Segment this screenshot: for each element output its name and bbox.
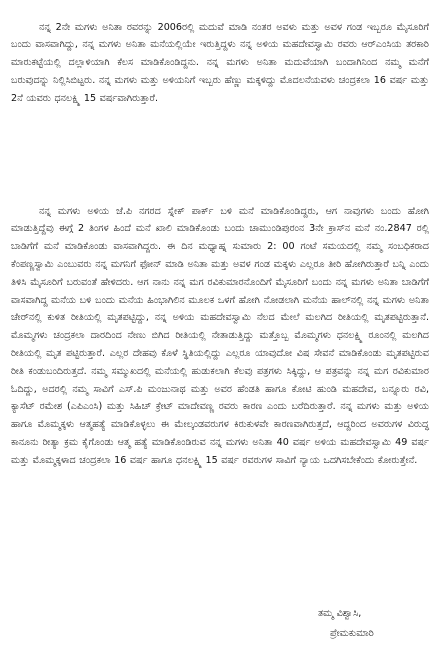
paragraph-2: ನನ್ನ ಮಗಳು ಅಳಿಯ ಜೆ.ಪಿ ನಗರದ ಸ್ನೇಕ್ ಪಾರ್ಕ್ ಬಳಿ ಮನೆ ಮಾಡಿಕೊಂಡಿದ್ದರು, ಆಗ ನಾವುಗಳು ಬಂದು ಹೋಗಿ ಮಾಡುತ್ತಿದ್ದೆವು ಈಗ್ಗೆ 2 ತಿಂಗಳ ಹಿಂದೆ ಮನೆ ಖಾಲಿ ಮಾಡಿಕೊಂಡು ಬಂದು ಚಾಮುಂಡಿಪುರಂನ 3ನೇ ಕ್ರಾಸ್‌ನ ಮನೆ ನಂ.2847 ರಲ್ಲಿ ಬಾಡಿಗೆಗೆ ಮನೆ ಮಾಡಿಕೊಂಡು ವಾಸವಾಗಿದ್ದರು. ಈ ದಿನ ಮಧ್ಯಾಹ್ನ ಸುಮಾರು 2: 00 ಗಂಟೆ ಸಮಯದಲ್ಲಿ ನಮ್ಮ ಸಂಬಧಿಕರಾದ ಕೆಂಪಣ್ಣಸ್ವಾಮಿ ಎಂಬುವರು ನನ್ನ ಮಗನಿಗೆ ಫೋನ್ ಮಾಡಿ ಅನಿತಾ ಮತ್ತು ಅವಳ ಗಂಡ ಮಕ್ಕಳು ಎಲ್ಲರೂ ತೀರಿ ಹೋಗಿರುತ್ತಾರೆ ಬನ್ನಿ ಎಂದು ತಿಳಿಸಿ ಮೈಸೂರಿಗೆ ಬರುವಂತೆ ಹೇಳಿದರು. ಆಗ ನಾನು ನನ್ನ ಮಗ ರವಿಕುಮಾರನೊಂದಿಗೆ ಮೈಸೂರಿಗೆ ಬಂದು ನನ್ನ ಮಗಳು ಅನಿತಾ ಬಾಡಿಗೆಗೆ ವಾಸವಾಗಿದ್ದ ಮನೆಯ ಬಳಿ ಬಂದು ಮನೆಯ ಹಿಂಭಾಗಿಲಿನ ಮೂಲಕ ಒಳಗೆ ಹೋಗಿ ನೋಡಲಾಗಿ ಮನೆಯ ಹಾಲ್‌ನಲ್ಲಿ ನನ್ನ ಮಗಳು ಅನಿತಾ ಚೇರ್‌ನಲ್ಲಿ ಕುಳಿತ ರೀತಿಯಲ್ಲಿ ಮೃತಪಟ್ಟಿದ್ದು, ನನ್ನ ಅಳಿಯ ಮಹದೇವಸ್ವಾಮಿ ನೆಲದ ಮೇಲೆ ಮಲಗಿದ ರೀತಿಯಲ್ಲಿ ಮೃತಪಟ್ಟಿರುತ್ತಾನೆ. ಮೊಮ್ಮಗಳು ಚಂದ್ರಕಲಾ ದಾರದಿಂದ ನೇಣು ಬಿಗಿದ ರೀತಿಯಲ್ಲಿ ನೇತಾಡುತ್ತಿದ್ದು ಮತ್ತೊಬ್ಬ ಮೊಮ್ಮಗಳು ಧನಲಕ್ಷ್ಮಿ ರೂಂನಲ್ಲಿ ಮಲಗಿದ ರೀತಿಯಲ್ಲಿ ಮೃತ ಪಟ್ಟಿರುತ್ತಾರೆ. ಎಲ್ಲರ ದೇಹವು ಕೊಳೆ ಸ್ಥಿತಿಯಲ್ಲಿದ್ದು ಎಲ್ಲರೂ ಯಾವುದೋ ವಿಷ ಸೇವನೆ ಮಾಡಿಕೊಂಡು ಮೃತಪಟ್ಟಿರುವ ರೀತಿ ಕಂಡುಬಂದಿರುತ್ತದೆ. ನಮ್ಮ ಸಮ್ಮುಖದಲ್ಲಿ ಮನೆಯಲ್ಲಿ ಹುಡುಕಲಾಗಿ ಕೆಲವು ಪತ್ರಗಳು ಸಿಕ್ಕಿದ್ದು, ಆ ಪತ್ರವನ್ನು ನನ್ನ ಮಗ ರವಿಕುಮಾರ ಓದಿದ್ದು, ಅದರಲ್ಲಿ ನಮ್ಮ ಸಾವಿಗೆ ಎಸ್.ಪಿ ಮಂಜುನಾಥ ಮತ್ತು ಅವರ ಹೆಂಡತಿ ಹಾಗೂ ಕೋಟಿ ಹುಂಡಿ ಮಹದೇವ, ಬನ್ನೂರು ರವಿ, ಕ್ಯಾಸೆಟ್ ರಮೇಶ (ಎಪಿಎಂಸಿ) ಮತ್ತು ಸಿಹಿಚ್ ಕ್ರೇಟ್ ಮಾದೇವಣ್ಣ ರವರು ಕಾರಣ ಎಂದು ಬರೆದಿರುತ್ತಾರೆ. ನನ್ನ ಮಗಳು ಮತ್ತು ಅಳಿಯ ಹಾಗೂ ಮೊಮ್ಮಕ್ಕಳು ಆತ್ಮಹತ್ಯೆ ಮಾಡಿಕೊಳ್ಳಲು ಈ ಮೇಲ್ಕಂಡವರುಗಳ ಕಿರುಕುಳವೇ ಕಾರಣವಾಗಿರುತ್ತದೆ, ಆದ್ದರಿಂದ ಅವರುಗಳ ವಿರುದ್ಧ ಕಾನೂನು ರೀತ್ಯಾ ಕ್ರಮ ಕೈಗೊಂಡು ಆತ್ಮ ಹತ್ಯೆ ಮಾಡಿಕೊಂಡಿರುವ ನನ್ನ ಮಗಳು ಅನಿತಾ 40 ವರ್ಷ ಅಳಿಯ ಮಹದೇವಸ್ವಾಮಿ 49 ವರ್ಷ ಮತ್ತು ಮೊಮ್ಮಕ್ಕಳಾದ ಚಂದ್ರಕಲಾ 16 ವರ್ಷ ಹಾಗೂ ಧನಲಕ್ಷ್ಮಿ 15 ವರ್ಷ ರವರುಗಳ ಸಾವಿಗೆ ನ್ಯಾಯ ಒದಗಿಸಬೇಕೆಂದು ಕೋರುತ್ತೇನೆ. xyxy=(11,205,429,466)
paragraph-1: ನನ್ನ 2ನೇ ಮಗಳು ಅನಿತಾ ರವರನ್ನು 2006ರಲ್ಲಿ ಮದುವೆ ಮಾಡಿ ನಂತರ ಅವಳು ಮತ್ತು ಅವಳ ಗಂಡ ಇಬ್ಬರೂ ಮೈಸೂರಿಗೆ ಬಂದು ವಾಸವಾಗಿದ್ದು, ನನ್ನ ಮಗಳು ಅನಿತಾ ಮನೆಯಲ್ಲಿಯೇ ಇರುತ್ತಿದ್ದಳು ನನ್ನ ಅಳಿಯ ಮಹದೇವಸ್ವಾಮಿ ರವರು ಆರ್‌ಎಂಸಿಯ ತರಕಾರಿ ಮಾರುಕಟ್ಟೆಯಲ್ಲಿ ದಲ್ಲಾಳಿಯಾಗಿ ಕೆಲಸ ಮಾಡಿಕೊಂಡಿದ್ದನು. ನನ್ನ ಮಗಳು ಅನಿತಾ ಮದುವೆಯಾಗಿ ಬಂದಾಗಿನಿಂದ ನಮ್ಮ ಮನೆಗೆ ಬರುವುದನ್ನು ನಿಲ್ಲಿಸಿಬಿಟ್ಟರು. ನನ್ನ ಮಗಳು ಮತ್ತು ಅಳಿಯನಿಗೆ ಇಬ್ಬರು ಹೆಣ್ಣು ಮಕ್ಕಳಿದ್ದು ಮೊದಲನೆಯವಳು ಚಂದ್ರಕಲಾ 16 ವರ್ಷ ಮತ್ತು 2ನೆ ಯವರು ಧನಲಕ್ಷ್ಮಿ 15 ವರ್ಷವಾಗಿರುತ್ತಾರೆ. xyxy=(11,21,429,104)
signer-name: ಪ್ರೇಮಕುಮಾರಿ xyxy=(330,628,374,639)
closing-salutation: ತಮ್ಮ ವಿಶ್ವಾಸಿ, xyxy=(318,608,362,619)
